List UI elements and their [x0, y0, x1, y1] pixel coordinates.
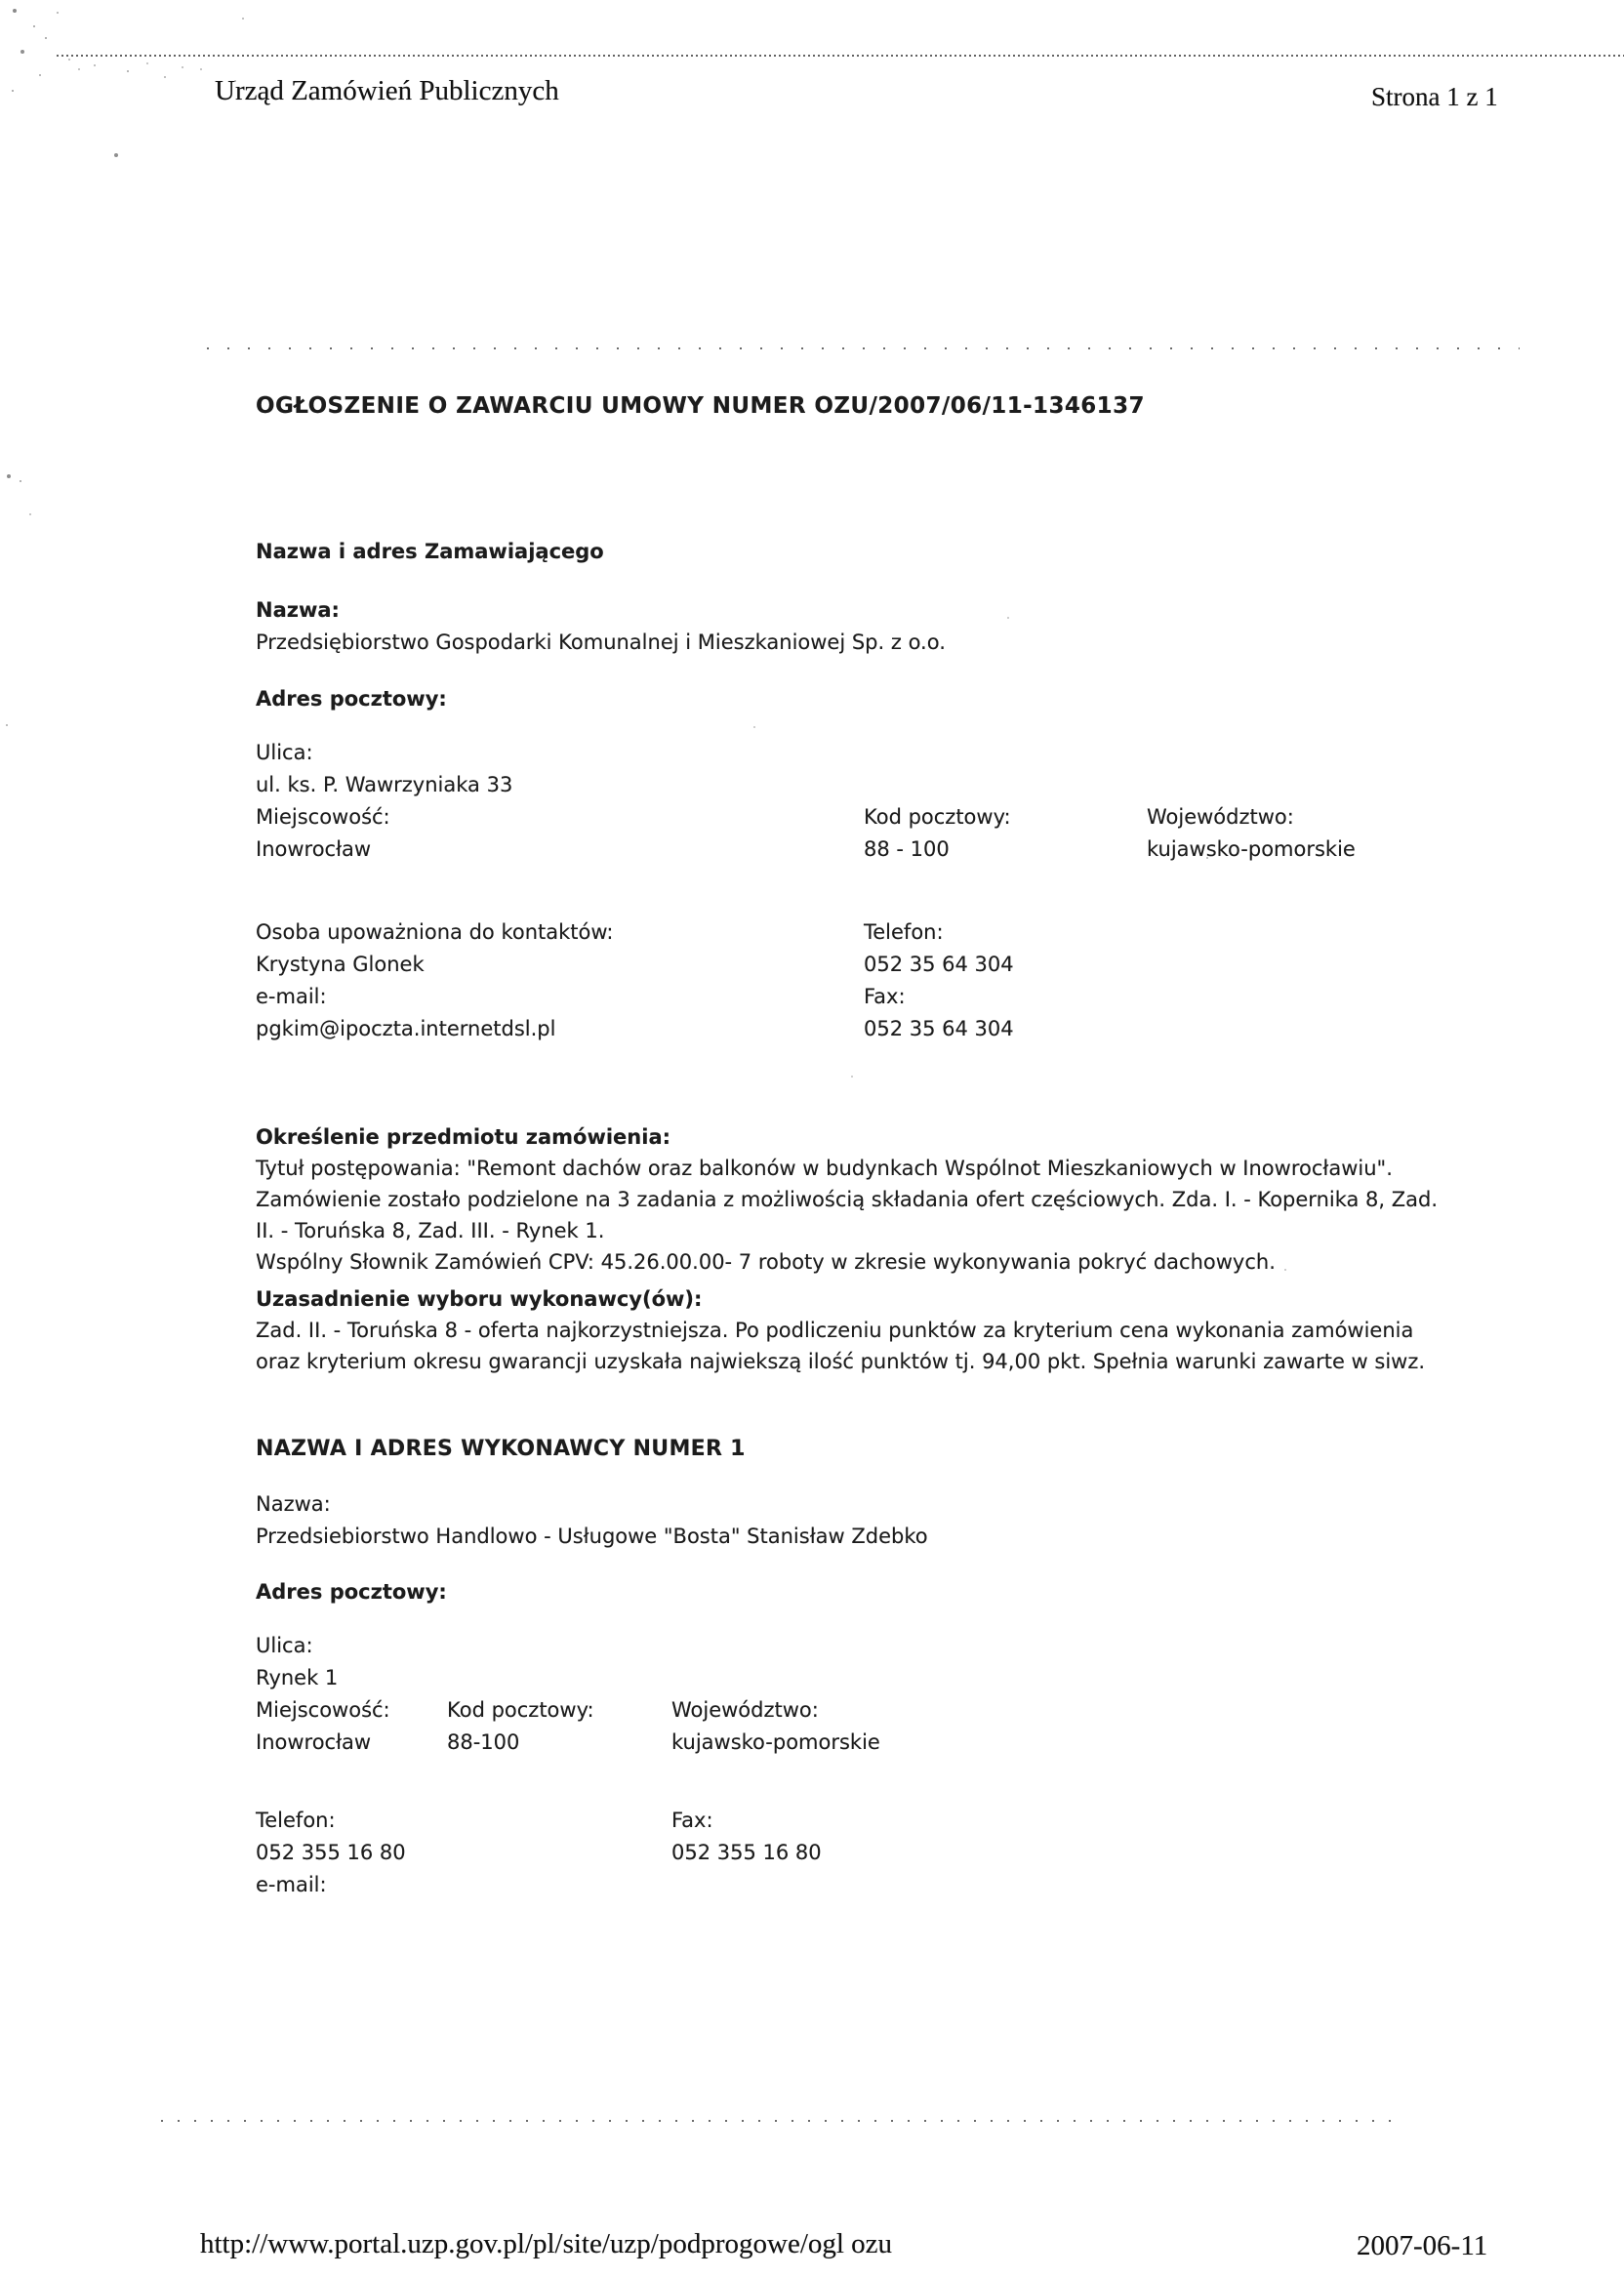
footer-date: 2007-06-11 — [1357, 2230, 1488, 2261]
contractor-fax-value: 052 355 16 80 — [671, 1841, 822, 1864]
authority-fax-label: Fax: — [864, 985, 906, 1008]
header-page-indicator: Strona 1 z 1 — [1371, 82, 1498, 111]
authority-email-label: e-mail: — [256, 985, 327, 1008]
contractor-region-value: kujawsko-pomorskie — [671, 1730, 880, 1754]
subject-section-heading: Określenie przedmiotu zamówienia: — [256, 1125, 671, 1149]
contractor-fax-label: Fax: — [671, 1809, 713, 1832]
contractor-region-label: Województwo: — [671, 1698, 819, 1722]
justification-section-heading: Uzasadnienie wyboru wykonawcy(ów): — [256, 1287, 703, 1311]
authority-name-label: Nazwa: — [256, 598, 340, 622]
authority-phone-label: Telefon: — [864, 920, 944, 944]
contractor-phone-label: Telefon: — [256, 1809, 336, 1832]
authority-street-label: Ulica: — [256, 741, 313, 764]
contractor-zip-value: 88-100 — [447, 1730, 520, 1754]
authority-zip-label: Kod pocztowy: — [864, 805, 1011, 829]
justification-line: oraz kryterium okresu gwarancji uzyskała najwiekszą ilość punktów tj. 94,00 pkt. Spełnia warunki zawarte w siwz. — [256, 1350, 1426, 1373]
contractor-section-heading: NAZWA I ADRES WYKONAWCY NUMER 1 — [256, 1437, 746, 1461]
subject-line: II. - Toruńska 8, Zad. III. - Rynek 1. — [256, 1219, 605, 1242]
authority-fax-value: 052 35 64 304 — [864, 1017, 1014, 1040]
subject-line: Zamówienie zostało podzielone na 3 zadania z możliwością składania ofert częściowych. Zda. I. - Kopernika 8, Zad. — [256, 1188, 1439, 1211]
subject-line: Wspólny Słownik Zamówień CPV: 45.26.00.00- 7 roboty w zkresie wykonywania pokryć dachowych. — [256, 1250, 1276, 1274]
authority-region-label: Województwo: — [1147, 805, 1294, 829]
authority-email-value: pgkim@ipoczta.internetdsl.pl — [256, 1017, 556, 1040]
contractor-street-value: Rynek 1 — [256, 1666, 339, 1689]
contractor-street-label: Ulica: — [256, 1634, 313, 1657]
contractor-city-label: Miejscowość: — [256, 1698, 390, 1722]
authority-street-value: ul. ks. P. Wawrzyniaka 33 — [256, 773, 513, 796]
justification-line: Zad. II. - Toruńska 8 - oferta najkorzystniejsza. Po podliczeniu punktów za kryterium cena wykonania zamówienia — [256, 1319, 1414, 1342]
scan-noise-speckles — [0, 0, 2, 2]
authority-name-value: Przedsiębiorstwo Gospodarki Komunalnej i Mieszkaniowej Sp. z o.o. — [256, 631, 946, 654]
bottom-dotted-rule — [161, 2120, 1405, 2122]
authority-city-label: Miejscowość: — [256, 805, 390, 829]
faint-dotted-rule — [207, 347, 1520, 349]
contractor-name-value: Przedsiebiorstwo Handlowo - Usługowe "Bosta" Stanisław Zdebko — [256, 1525, 928, 1548]
authority-city-value: Inowrocław — [256, 837, 372, 861]
authority-contact-value: Krystyna Glonek — [256, 953, 425, 976]
contractor-postal-heading: Adres pocztowy: — [256, 1580, 447, 1604]
document-title: OGŁOSZENIE O ZAWARCIU UMOWY NUMER OZU/2007/06/11-1346137 — [256, 393, 1145, 419]
authority-postal-heading: Adres pocztowy: — [256, 687, 447, 711]
authority-section-heading: Nazwa i adres Zamawiającego — [256, 540, 604, 563]
contractor-zip-label: Kod pocztowy: — [447, 1698, 594, 1722]
footer-url: http://www.portal.uzp.gov.pl/pl/site/uzp/podprogowe/ogl ozu — [200, 2228, 893, 2259]
authority-contact-label: Osoba upoważniona do kontaktów: — [256, 920, 614, 944]
contractor-phone-value: 052 355 16 80 — [256, 1841, 406, 1864]
contractor-city-value: Inowrocław — [256, 1730, 372, 1754]
contractor-email-label: e-mail: — [256, 1873, 327, 1896]
subject-line: Tytuł postępowania: "Remont dachów oraz balkonów w budynkach Wspólnot Mieszkaniowych w Inowrocławiu". — [256, 1157, 1393, 1180]
header-organization: Urząd Zamówień Publicznych — [215, 75, 559, 106]
authority-zip-value: 88 - 100 — [864, 837, 950, 861]
authority-region-value: kujawsko-pomorskie — [1147, 837, 1356, 861]
top-dotted-rule — [57, 55, 1624, 57]
authority-phone-value: 052 35 64 304 — [864, 953, 1014, 976]
contractor-name-label: Nazwa: — [256, 1492, 331, 1516]
